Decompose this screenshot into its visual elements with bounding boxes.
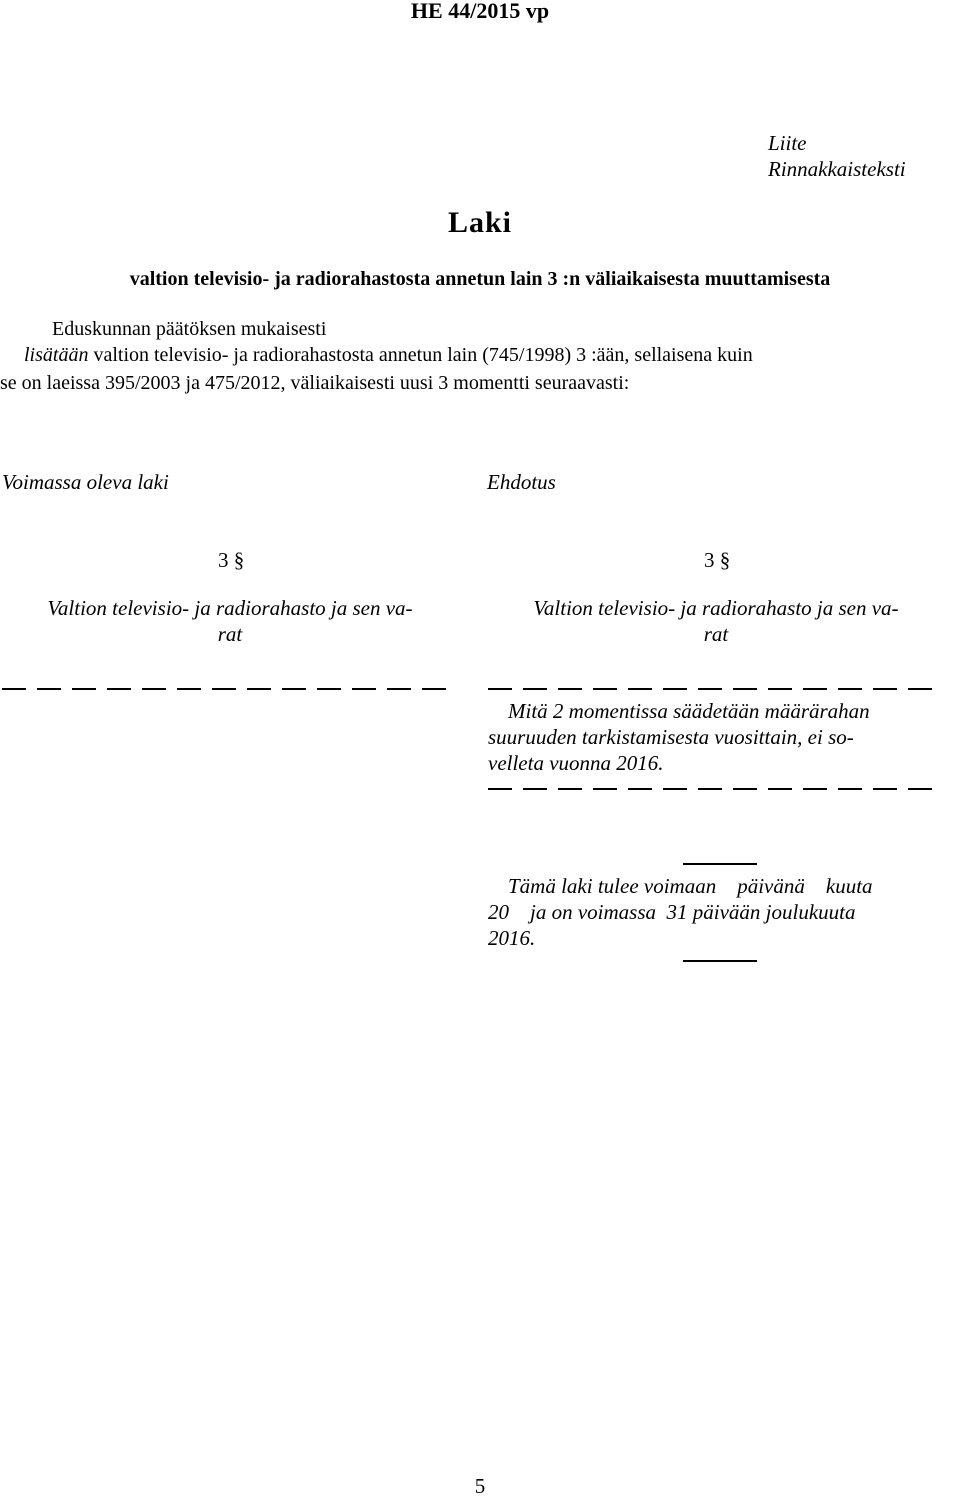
right-section-heading-2: rat — [703, 622, 729, 646]
entry-into-force-line-3: 2016. — [488, 926, 536, 950]
moment-3-line-2: suuruuden tarkistamisesta vuosittain, ei so- — [488, 725, 854, 749]
entry-into-force-line-1: Tämä laki tulee voimaan päivänä kuuta — [508, 874, 873, 898]
right-section-no: 3 — [704, 548, 715, 572]
right-omission-line-bottom — [488, 788, 932, 790]
document-id: HE 44/2015 vp — [410, 0, 550, 23]
right-section-heading-1: Valtion televisio- ja radiorahasto ja sen va- — [533, 596, 899, 620]
preamble-line-2-text: valtion televisio- ja radiorahastosta annetun lain (745/1998) 3 :ään, sellaisena kuin — [88, 344, 753, 366]
entry-into-force-line-2: 20 ja on voimassa 31 päivään joulukuuta — [488, 900, 856, 924]
attachment-sublabel: Rinnakkaisteksti — [768, 157, 906, 181]
right-omission-line-top — [488, 688, 932, 690]
left-section-heading-2: rat — [217, 622, 243, 646]
preamble-line-2 — [24, 344, 753, 367]
preamble-verb: lisätään — [24, 344, 89, 366]
right-section-number — [704, 548, 736, 573]
left-column-heading: Voimassa oleva laki — [2, 470, 169, 494]
preamble-line-1: Eduskunnan päätöksen mukaisesti — [52, 318, 327, 340]
preamble-line-3: se on laeissa 395/2003 ja 475/2012, väliaikaisesti uusi 3 momentti seuraavasti: — [0, 372, 630, 394]
page-number: 5 — [474, 1474, 486, 1498]
separator-rule-top — [683, 863, 757, 865]
left-section-heading-1: Valtion televisio- ja radiorahasto ja sen va- — [47, 596, 413, 620]
section-sign-icon: § — [719, 548, 731, 572]
section-sign-icon: § — [233, 548, 245, 572]
moment-3-line-3: velleta vuonna 2016. — [488, 751, 664, 775]
left-section-number — [218, 548, 250, 573]
moment-3-line-1: Mitä 2 momentissa säädetään määrärahan — [508, 699, 870, 723]
left-section-no: 3 — [218, 548, 229, 572]
left-omission-line — [2, 688, 446, 690]
law-title: Laki — [447, 206, 513, 239]
separator-rule-bottom — [683, 960, 757, 962]
attachment-label: Liite — [768, 131, 807, 155]
right-column-heading: Ehdotus — [487, 470, 556, 494]
law-subtitle: valtion televisio- ja radiorahastosta annetun lain 3 :n väliaikaisesta muuttamisesta — [129, 268, 831, 290]
